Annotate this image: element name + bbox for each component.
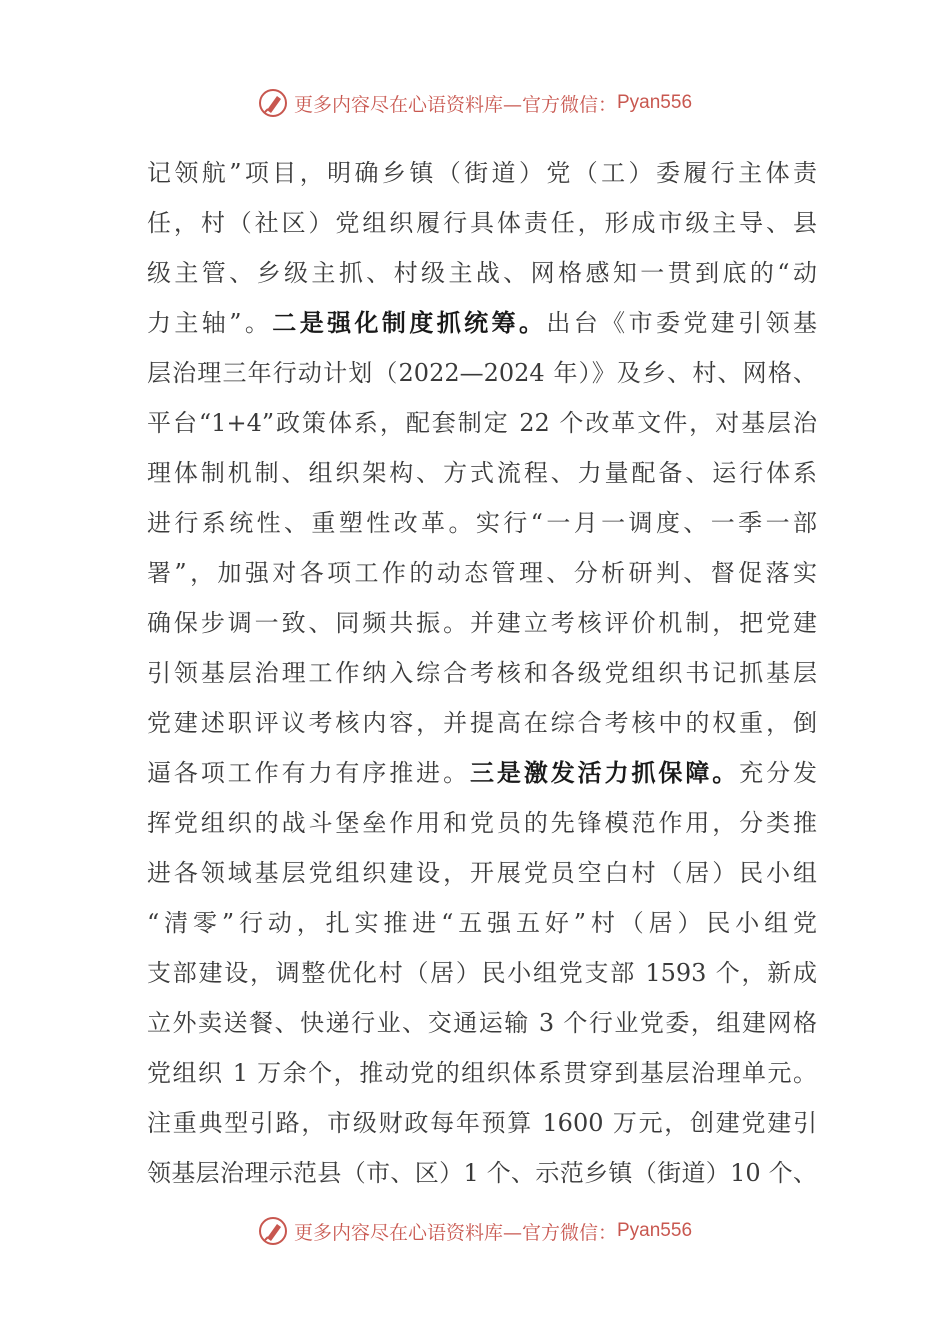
text-line	[147, 998, 817, 1048]
text-line	[147, 298, 817, 348]
text-line	[147, 798, 817, 848]
text-line	[147, 1048, 817, 1098]
text-run: “清零”行动，扎实推进“五强五好”村（居）民小组党	[147, 909, 817, 937]
text-line	[147, 948, 817, 998]
text-line	[147, 598, 817, 648]
text-run: 党组织 1 万余个，推动党的组织体系贯穿到基层治理单元。	[147, 1059, 817, 1087]
text-line	[147, 548, 817, 598]
text-line	[147, 1098, 817, 1148]
text-run: 立外卖送餐、快递行业、交通运输 3 个行业党委，组建网格	[147, 1009, 817, 1037]
text-run: 署”，加强对各项工作的动态管理、分析研判、督促落实	[147, 559, 817, 587]
footer-watermark-banner	[0, 1211, 950, 1251]
text-run: 挥党组织的战斗堡垒作用和党员的先锋模范作用，分类推	[147, 809, 817, 837]
text-line	[147, 498, 817, 548]
pen-nib-logo-icon	[258, 88, 288, 118]
text-line	[147, 848, 817, 898]
text-line	[147, 1148, 817, 1198]
text-run: 党建述职评议考核内容，并提高在综合考核中的权重，倒	[147, 709, 817, 737]
text-run: 级主管、乡级主抓、村级主战、网格感知一贯到底的“动	[147, 259, 817, 287]
text-run: 平台“1+4”政策体系，配套制定 22 个改革文件，对基层治	[147, 409, 817, 437]
text-line	[147, 198, 817, 248]
text-line	[147, 448, 817, 498]
footer-banner-wechat-id: Pyan556	[617, 1220, 693, 1241]
text-run: 领基层治理示范县（市、区）1 个、示范乡镇（街道）10 个、	[147, 1159, 817, 1187]
text-line	[147, 248, 817, 298]
text-run: 引领基层治理工作纳入综合考核和各级党组织书记抓基层	[147, 659, 817, 687]
text-run: 任，村（社区）党组织履行具体责任，形成市级主导、县	[147, 209, 817, 237]
text-run: 支部建设，调整优化村（居）民小组党支部 1593 个，新成	[147, 959, 817, 987]
pen-nib-logo-icon	[258, 1216, 288, 1246]
text-line	[147, 148, 817, 198]
text-line	[147, 398, 817, 448]
text-line	[147, 698, 817, 748]
document-body	[147, 148, 817, 1198]
text-run: 进行系统性、重塑性改革。实行“一月一调度、一季一部	[147, 509, 817, 537]
text-run: 力主轴”。	[147, 309, 273, 337]
text-run: 记领航”项目，明确乡镇（街道）党（工）委履行主体责	[147, 159, 817, 187]
header-banner-text: 更多内容尽在心语资料库—官方微信：	[293, 93, 617, 116]
bold-heading-run: 二是强化制度抓统筹。	[272, 308, 547, 337]
text-line	[147, 748, 817, 798]
header-watermark-banner	[0, 83, 950, 123]
header-banner-wechat-id: Pyan556	[617, 92, 693, 113]
text-line	[147, 898, 817, 948]
text-run: 理体制机制、组织架构、方式流程、力量配备、运行体系	[147, 459, 817, 487]
text-run: 进各领域基层党组织建设，开展党员空白村（居）民小组	[147, 859, 817, 887]
text-run: 出台《市委党建引领基	[546, 309, 818, 337]
text-run: 逼各项工作有力有序推进。	[147, 759, 470, 787]
text-run: 确保步调一致、同频共振。并建立考核评价机制，把党建	[147, 609, 817, 637]
text-run: 充分发	[739, 759, 818, 787]
text-line	[147, 348, 817, 398]
text-line	[147, 648, 817, 698]
footer-banner-text: 更多内容尽在心语资料库—官方微信：	[293, 1221, 617, 1244]
text-run: 层治理三年行动计划（2022—2024 年）》及乡、村、网格、	[147, 359, 817, 387]
bold-heading-run: 三是激发活力抓保障。	[470, 758, 740, 787]
text-run: 注重典型引路，市级财政每年预算 1600 万元，创建党建引	[147, 1109, 817, 1137]
